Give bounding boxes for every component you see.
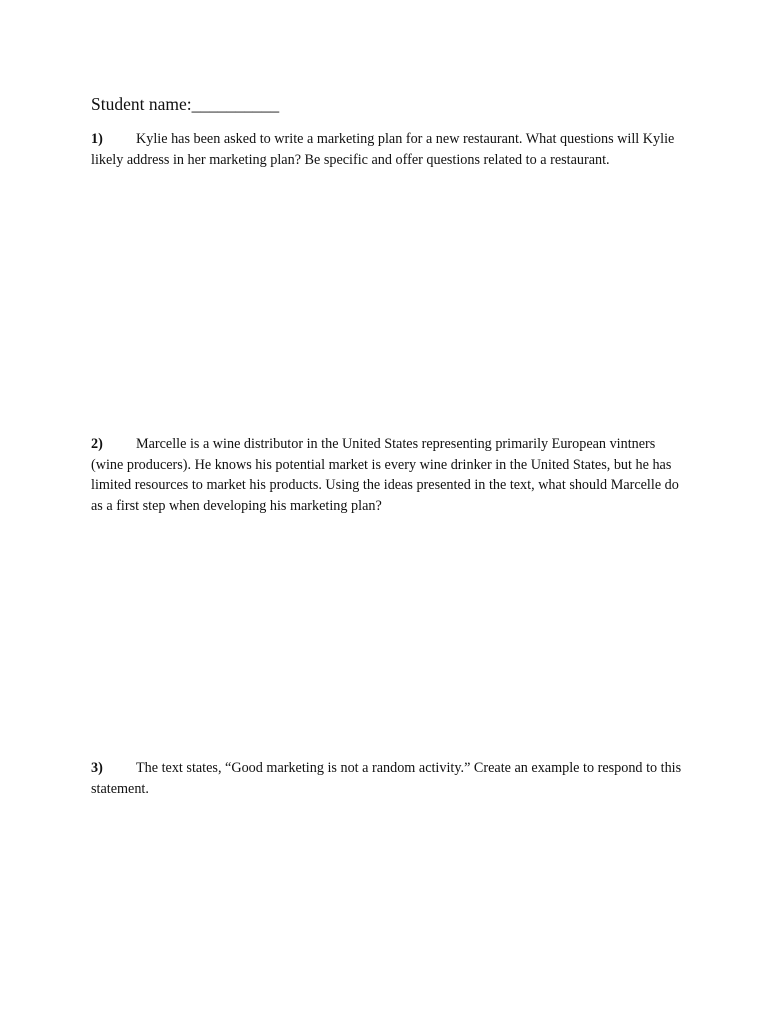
question-2 [91,434,691,516]
question-text: Kylie has been asked to write a marketing plan for a new restaurant. What questions will Kylie likely address in her marketing plan? Be specific and offer questions related to a restaurant. [91,131,675,168]
question-1 [91,129,691,170]
question-number: 1) [91,131,103,147]
question-text: Marcelle is a wine distributor in the United States representing primarily European vintners (wine producers). He knows his potential market is every wine drinker in the United States, but he has limited resources to market his products. Using the ideas presented in the text, what should Marcelle do as a first step when developing his marketing plan? [91,436,679,514]
question-number: 3) [91,760,103,776]
question-3 [91,758,691,799]
student-name-field: Student name:__________ [91,94,280,114]
question-number: 2) [91,436,103,452]
question-text: The text states, “Good marketing is not a random activity.” Create an example to respond to this statement. [91,760,682,797]
